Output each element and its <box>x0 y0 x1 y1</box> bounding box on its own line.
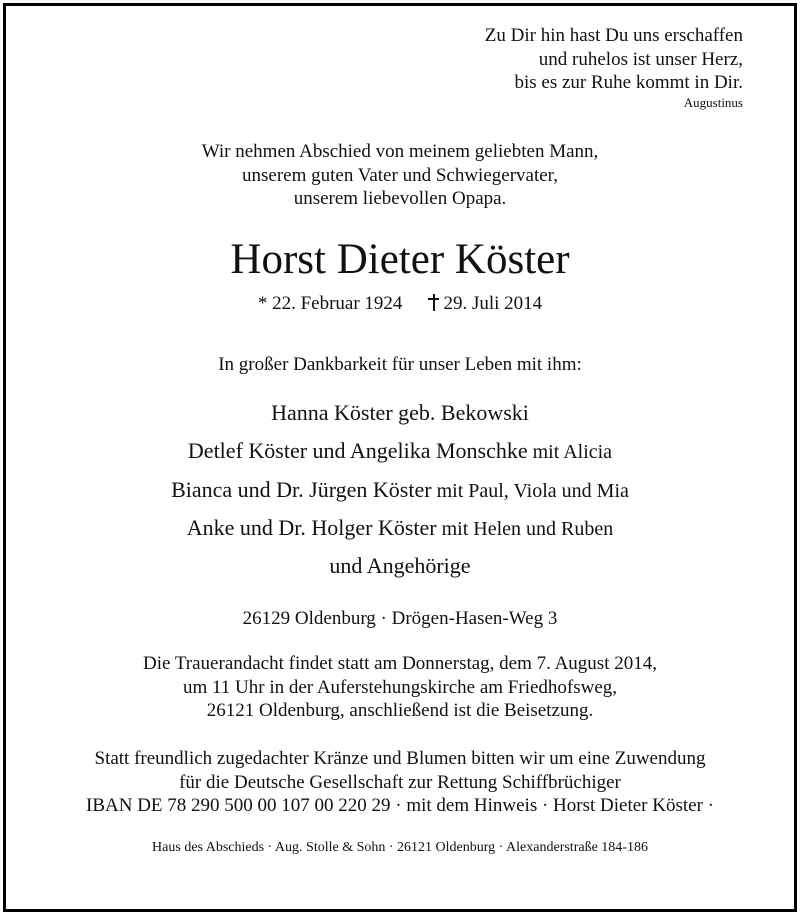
intro-text <box>0 140 800 211</box>
family-line <box>0 515 800 542</box>
donation-info <box>0 747 800 818</box>
family-line <box>0 553 800 580</box>
intro-line: unserem guten Vater und Schwiegervater, <box>242 164 558 186</box>
life-dates <box>0 292 800 316</box>
intro-line: unserem liebevollen Opapa. <box>293 188 507 209</box>
family-main: und Angehörige <box>329 553 471 578</box>
funeral-home-footer: Haus des Abschieds · Aug. Stolle & Sohn · 26121 Oldenburg · Alexanderstraße 184-186 <box>152 840 648 855</box>
birth-date: * 22. Februar 1924 <box>257 293 403 314</box>
family-extra: mit Alicia <box>532 441 613 463</box>
donation-line: Statt freundlich zugedachter Kränze und Blumen bitten wir um eine Zuwendung <box>94 748 706 769</box>
quote-line: Zu Dir hin hast Du uns erschaffen <box>484 25 743 46</box>
family-main: Detlef Köster und Angelika Monschke <box>187 438 528 463</box>
family-extra: mit Paul, Viola und Mia <box>436 480 629 502</box>
family-main: Hanna Köster geb. Bekowski <box>271 400 529 425</box>
family-main: Anke und Dr. Holger Köster <box>186 515 437 540</box>
family-line <box>0 400 800 427</box>
quote-line: bis es zur Ruhe kommt in Dir. <box>514 72 743 93</box>
service-line: Die Trauerandacht findet statt am Donnerstag, dem 7. August 2014, <box>143 653 657 674</box>
deceased-name: Horst Dieter Köster <box>230 236 570 283</box>
family-extra: mit Helen und Ruben <box>441 518 614 540</box>
family-address: 26129 Oldenburg · Drögen-Hasen-Weg 3 <box>242 608 558 629</box>
quote-line: und ruhelos ist unser Herz, <box>538 48 743 70</box>
service-line: um 11 Uhr in der Auferstehungskirche am Friedhofsweg, <box>182 676 618 698</box>
family-main: Bianca und Dr. Jürgen Köster <box>171 477 432 502</box>
family-line <box>0 438 800 465</box>
cross-icon <box>428 294 439 311</box>
intro-line: Wir nehmen Abschied von meinem geliebten Mann, <box>201 141 599 162</box>
donation-line: IBAN DE 78 290 500 00 107 00 220 29 · mit dem Hinweis · Horst Dieter Köster · <box>86 795 714 816</box>
service-line: 26121 Oldenburg, anschließend ist die Beisetzung. <box>206 700 594 721</box>
death-date: 29. Juli 2014 <box>443 293 543 314</box>
epigraph-quote <box>485 24 743 111</box>
quote-author: Augustinus <box>683 94 743 110</box>
thanks-line: In großer Dankbarkeit für unser Leben mit ihm: <box>218 354 582 375</box>
family-line <box>0 477 800 504</box>
donation-line: für die Deutsche Gesellschaft zur Rettung Schiffbrüchiger <box>179 771 621 793</box>
service-info <box>0 652 800 723</box>
